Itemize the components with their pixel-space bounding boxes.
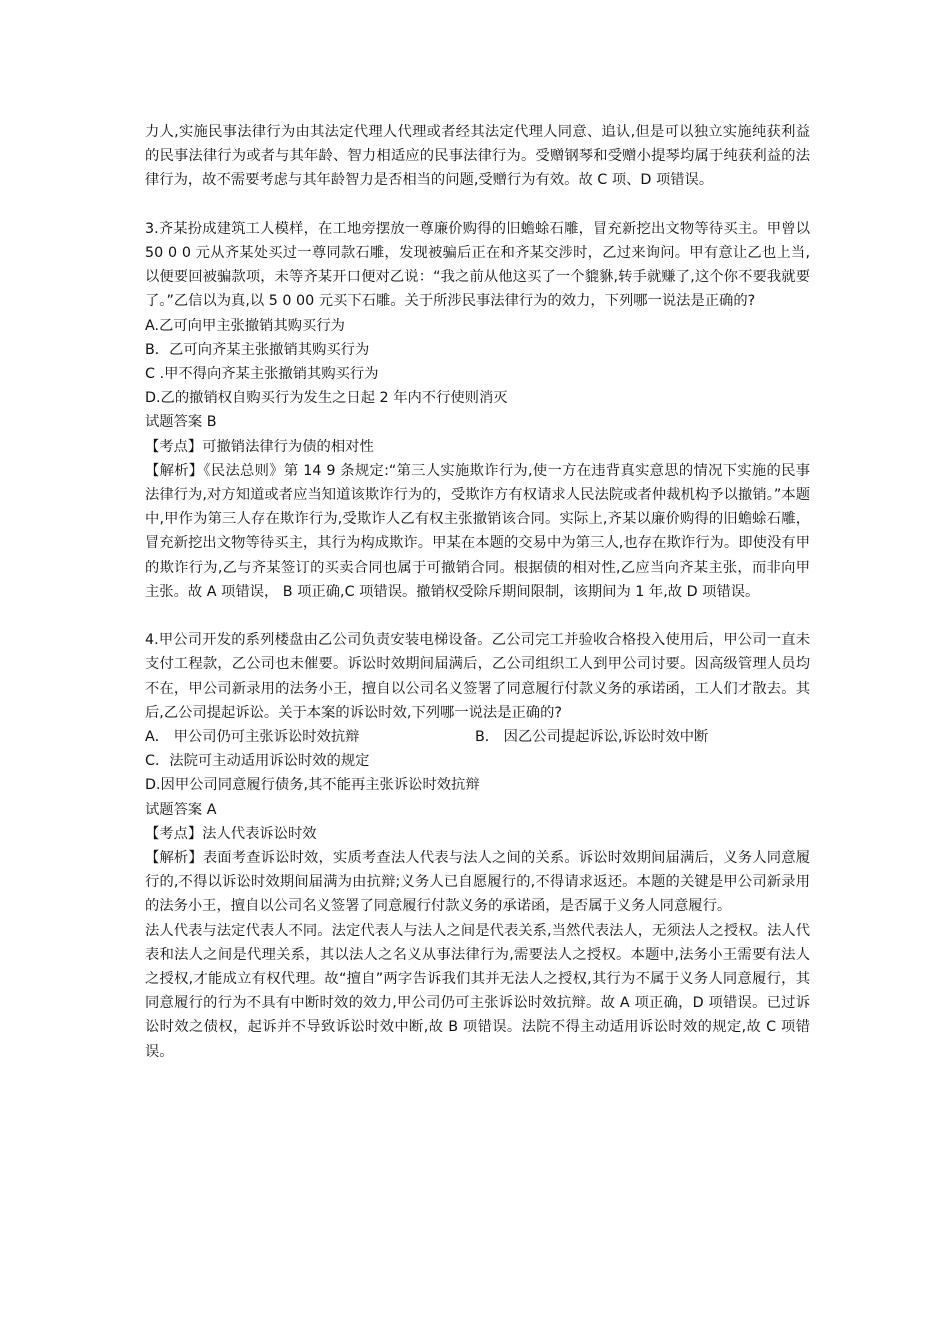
paragraph-spacer xyxy=(145,193,810,217)
question-3-answer: 试题答案 B xyxy=(145,414,217,431)
paragraph-spacer xyxy=(145,604,810,628)
question-4-point: 【考点】法人代表诉讼时效 xyxy=(145,825,317,842)
question-3-stem: 3.齐某扮成建筑工人模样，在工地旁摆放一尊廉价购得的旧蟾蜍石雕，冒充新挖出文物等待买主。甲曾以 50 0 0 元从齐某处买过一尊同款石雕，发现被骗后正在和齐某交涉时，乙过来询问。甲有意让乙也上当,以便要回被骗款项，未等齐某开口便对乙说：“我之前从他这买了一个貔貅,转手就赚了,这个你不要我就要了。”乙信以为真,以 5 0 00 元买下石雕。关于所涉民事法律行为的效力，下列哪一说法是正确的? xyxy=(145,220,810,310)
question-3-option-a: A.乙可向甲主张撤销其购买行为 xyxy=(145,317,345,334)
document-body xyxy=(145,120,810,1064)
intro-paragraph: 力人,实施民事法律行为由其法定代理人代理或者经其法定代理人同意、追认,但是可以独立实施纯获利益的民事法律行为或者与其年龄、智力相适应的民事法律行为。受赠钢琴和受赠小提琴均属于纯获利益的法律行为，故不需要考虑与其年龄智力是否相当的问题,受赠行为有效。故 C 项、D 项错误。 xyxy=(145,124,810,189)
question-4-option-d: D.因甲公司同意履行债务,其不能再主张诉讼时效抗辩 xyxy=(145,777,480,794)
question-4-answer: 试题答案 A xyxy=(145,801,217,818)
question-4-option-a: A． 甲公司仍可主张诉讼时效抗辩 xyxy=(145,729,360,746)
question-4-analysis-part1: 【解析】表面考查诉讼时效，实质考查法人代表与法人之间的关系。诉讼时效期间届满后，义务人同意履行的,不得以诉讼时效期间届满为由抗辩;义务人已自愿履行的,不得请求返还。本题的关键是甲公司新录用的法务小王，擅自以公司名义签署了同意履行付款义务的承诺函，是否属于义务人同意履行。 xyxy=(145,850,810,915)
question-4-stem: 4.甲公司开发的系列楼盘由乙公司负责安装电梯设备。乙公司完工并验收合格投入使用后，甲公司一直未支付工程款，乙公司也未催要。诉讼时效期间届满后，乙公司组织工人到甲公司讨要。因高级管理人员均不在，甲公司新录用的法务小王，擅自以公司名义签署了同意履行付款义务的承诺函，工人们才散去。其后,乙公司提起诉讼。关于本案的诉讼时效,下列哪一说法是正确的? xyxy=(145,632,810,721)
question-4-options-row xyxy=(145,725,810,749)
question-3-analysis: 【解析】《民法总则》第 14 9 条规定:“第三人实施欺诈行为,使一方在违背真实意思的情况下实施的民事法律行为,对方知道或者应当知道该欺诈行为的，受欺诈方有权请求人民法院或者仲裁机构予以撤销。”本题中,甲作为第三人存在欺诈行为,受欺诈人乙有权主张撤销该合同。实际上,齐某以廉价购得的旧蟾蜍石雕，冒充新挖出文物等待买主，其行为构成欺诈。甲某在本题的交易中为第三人,也存在欺诈行为。即使没有甲的欺诈行为,乙与齐某签订的买卖合同也属于可撤销合同。根据债的相对性,乙应当向齐某主张，而非向甲主张。故 A 项错误， B 项正确,C 项错误。撤销权受除斥期间限制，该期间为 1 年,故 D 项错误。 xyxy=(145,462,810,600)
question-4-option-c: C．法院可主动适用诉讼时效的规定 xyxy=(145,753,370,770)
question-3-option-d: D.乙的撤销权自购买行为发生之日起 2 年内不行使则消灭 xyxy=(145,390,508,407)
question-4-analysis-part2: 法人代表与法定代表人不同。法定代表人与法人之间是代表关系,当然代表法人，无须法人之授权。法人代表和法人之间是代理关系，其以法人之名义从事法律行为,需要法人之授权。本题中,法务小王需要有法人之授权,才能成立有权代理。故“擅自”两字告诉我们其并无法人之授权,其行为不属于义务人同意履行，其同意履行的行为不具有中断时效的效力,甲公司仍可主张诉讼时效抗辩。故 A 项正确，D 项错误。已过诉讼时效之债权，起诉并不导致诉讼时效中断,故 B 项错误。法院不得主动适用诉讼时效的规定,故 C 项错误。 xyxy=(145,922,810,1060)
question-3-point: 【考点】可撤销法律行为债的相对性 xyxy=(145,438,374,455)
question-4-option-b: B． 因乙公司提起诉讼,诉讼时效中断 xyxy=(475,729,709,746)
question-3-option-c: C .甲不得向齐某主张撤销其购买行为 xyxy=(145,366,379,383)
question-3-option-b: B．乙可向齐某主张撤销其购买行为 xyxy=(145,341,370,358)
